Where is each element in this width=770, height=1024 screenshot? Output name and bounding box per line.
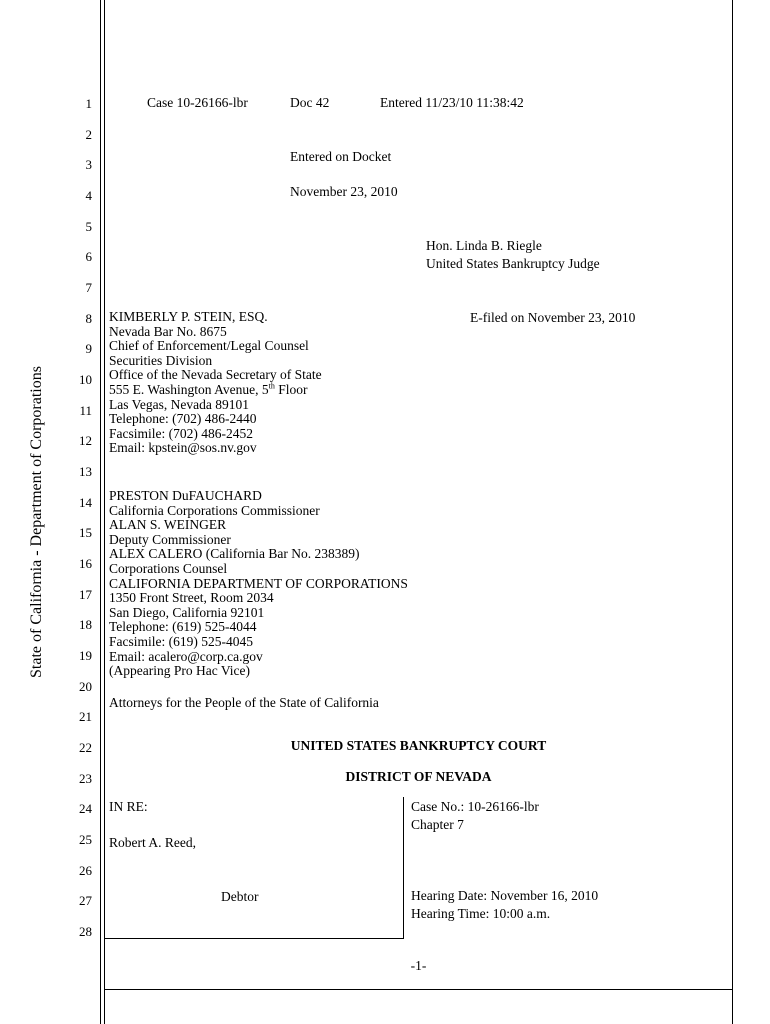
counsel-office: Office of the Nevada Secretary of State [109,367,322,383]
efiled-date: E-filed on November 23, 2010 [470,310,636,325]
counsel-street-address: 555 E. Washington Avenue, 5th Floor [109,381,308,397]
line-number: 5 [85,219,92,234]
sidebar-firm-text: State of California - Department of Corporations [28,366,45,678]
line-number: 13 [79,464,92,479]
caption-hearing-date: Hearing Date: November 16, 2010 [411,888,599,903]
line-number: 11 [79,403,92,418]
footer-rule [105,989,733,990]
ca-counsel-line: Deputy Commissioner [109,531,231,547]
caption-hearing-time: Hearing Time: 10:00 a.m. [411,906,551,921]
line-number: 28 [79,924,92,939]
docket-date: November 23, 2010 [290,184,398,199]
caption-debtor-name: Robert A. Reed, [109,835,196,850]
line-number: 9 [85,341,92,356]
line-number: 6 [85,249,92,264]
line-number: 18 [79,617,92,632]
line-number: 2 [85,127,92,142]
line-number: 1 [85,96,92,111]
ca-counsel-line: Telephone: (619) 525-4044 [109,619,257,635]
court-name: UNITED STATES BANKRUPTCY COURT [290,738,547,753]
line-number: 21 [79,709,92,724]
entered-on-docket-label: Entered on Docket [290,149,392,164]
counsel-email: Email: kpstein@sos.nv.gov [109,440,257,456]
line-number: 26 [79,863,92,878]
ca-counsel-line: Facsimile: (619) 525-4045 [109,633,253,649]
counsel-name: KIMBERLY P. STEIN, ESQ. [109,309,268,324]
line-number: 20 [79,679,92,694]
line-number: 22 [79,740,92,755]
header-entered-timestamp: Entered 11/23/10 11:38:42 [380,95,524,110]
counsel-telephone: Telephone: (702) 486-2440 [109,411,257,427]
line-number: 4 [85,188,92,203]
counsel-title: Chief of Enforcement/Legal Counsel [109,338,309,354]
line-number: 14 [79,495,92,510]
line-number: 16 [79,556,92,571]
ca-counsel-line: 1350 Front Street, Room 2034 [109,590,274,606]
line-number: 27 [79,893,92,908]
line-number: 8 [85,311,92,326]
caption-case-number: Case No.: 10-26166-lbr [411,799,539,814]
line-number: 25 [79,832,92,847]
ca-counsel-line: California Corporations Commissioner [109,502,320,518]
line-number: 19 [79,648,92,663]
header-doc-number: Doc 42 [290,95,330,110]
caption-divider-vertical [403,797,404,939]
counsel-division: Securities Division [109,352,213,368]
ca-counsel-line: ALEX CALERO (California Bar No. 238389) [109,546,360,562]
line-number: 10 [79,372,92,387]
attorneys-for-line: Attorneys for the People of the State of California [109,695,379,710]
ca-counsel-line: CALIFORNIA DEPARTMENT OF CORPORATIONS [109,575,408,591]
ca-counsel-line: ALAN S. WEINGER [109,517,227,533]
line-number: 12 [79,433,92,448]
caption-in-re: IN RE: [109,799,148,814]
line-number: 24 [79,801,92,816]
counsel-bar-number: Nevada Bar No. 8675 [109,323,227,339]
line-number: 3 [85,157,92,172]
judge-title: United States Bankruptcy Judge [426,256,600,271]
ca-counsel-line: Corporations Counsel [109,560,228,576]
page-number: -1- [410,958,427,973]
left-margin-line-inner [104,0,105,1024]
ca-counsel-line: PRESTON DuFAUCHARD [109,488,262,503]
counsel-facsimile: Facsimile: (702) 486-2452 [109,425,253,441]
ca-counsel-line: (Appearing Pro Hac Vice) [109,663,251,679]
judge-name: Hon. Linda B. Riegle [426,238,542,253]
line-number: 23 [79,771,92,786]
caption-debtor-label: Debtor [221,889,259,904]
counsel-city: Las Vegas, Nevada 89101 [109,396,249,412]
header-case-number: Case 10-26166-lbr [147,95,248,110]
nevada-counsel-block [109,310,322,456]
line-number: 15 [79,525,92,540]
caption-chapter: Chapter 7 [411,817,464,832]
ca-counsel-line: San Diego, California 92101 [109,604,265,620]
court-district: DISTRICT OF NEVADA [345,769,492,784]
line-number: 17 [79,587,92,602]
line-number: 7 [85,280,92,295]
right-margin-line [732,0,733,1024]
ca-counsel-line: Email: acalero@corp.ca.gov [109,648,263,664]
california-counsel-block [109,489,408,679]
caption-divider-horizontal [105,938,404,939]
left-margin-line-outer [100,0,101,1024]
